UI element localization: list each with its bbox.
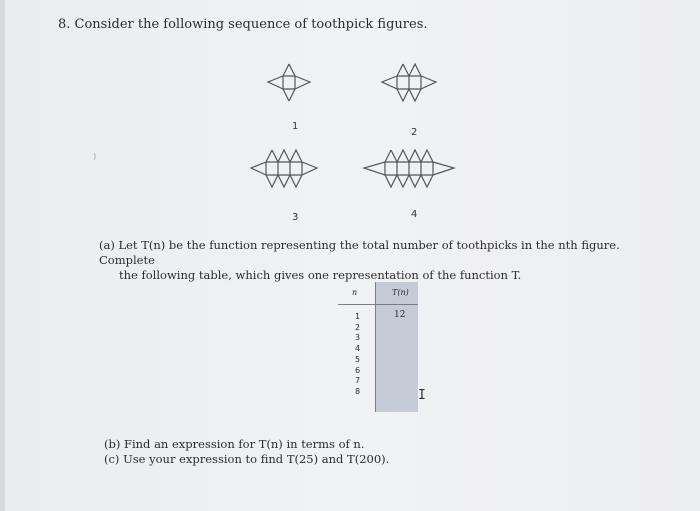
figure-1-label: 1	[292, 121, 299, 132]
figure-3	[242, 144, 352, 204]
table-row: 6	[355, 365, 361, 375]
figure-2-label: 2	[411, 127, 418, 138]
page-edge	[0, 0, 5, 511]
table-header-t: T(n)	[392, 288, 409, 297]
question-title: 8. Consider the following sequence of toothpick figures.	[58, 17, 428, 32]
text-cursor-icon: I	[418, 388, 426, 403]
table-t-value-1: 12	[394, 310, 406, 320]
figure-4	[352, 144, 477, 204]
function-table	[338, 282, 418, 412]
toothpick-figure-4-icon	[352, 144, 477, 204]
table-row: 8	[355, 386, 361, 396]
table-row: 5	[355, 354, 361, 364]
part-a-line-2: the following table, which gives one representation of the function T.	[119, 268, 522, 282]
figure-2	[370, 58, 460, 116]
table-t-column	[376, 282, 418, 412]
table-row: 7	[355, 376, 361, 386]
table-row: 3	[355, 333, 361, 343]
part-a-text	[99, 238, 659, 283]
toothpick-figure-2-icon	[370, 58, 460, 116]
table-row: 4	[355, 344, 361, 354]
toothpick-figure-1-icon	[260, 58, 330, 116]
toothpick-figure-3-icon	[242, 144, 352, 204]
table-header-divider	[338, 304, 418, 305]
table-column-divider	[375, 282, 376, 412]
table-header-n: n	[352, 288, 358, 297]
figure-4-label: 4	[411, 209, 418, 220]
part-b-text: (b) Find an expression for T(n) in terms of n.	[104, 437, 365, 451]
part-c-text: (c) Use your expression to find T(25) and T(200).	[104, 452, 390, 466]
table-row: 2	[355, 322, 361, 332]
table-n-values	[355, 312, 360, 398]
figure-3-label: 3	[292, 212, 299, 223]
stray-mark: )	[93, 152, 97, 161]
table-row: 1	[355, 312, 361, 321]
figure-1	[260, 58, 330, 116]
part-a-line-1: (a) Let T(n) be the function representing the total number of toothpicks in the nth figure. Complete	[99, 238, 620, 267]
